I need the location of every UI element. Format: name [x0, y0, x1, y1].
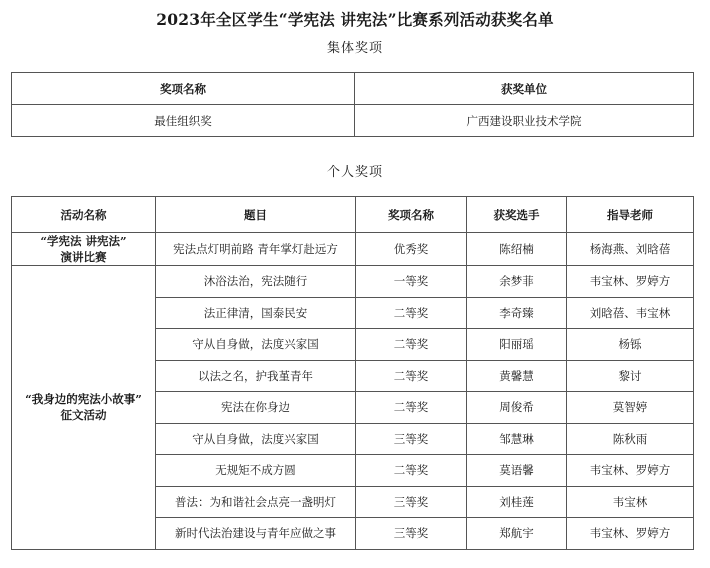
- table-row: [12, 266, 694, 298]
- topic-cell: 普法：为和谐社会点亮一盏明灯: [156, 486, 356, 518]
- individual-awards-heading: 个人奖项: [326, 165, 383, 180]
- award-cell: 一等奖: [356, 266, 467, 298]
- topic-cell: 新时代法治建设与青年应做之事: [156, 518, 356, 550]
- table-header-row: [12, 73, 694, 105]
- topic-cell: 守从自身做，法度兴家国: [156, 423, 356, 455]
- page-title: 2023年全区学生“学宪法 讲宪法”比赛系列活动获奖名单: [156, 10, 554, 29]
- table-row: [12, 105, 694, 137]
- award-cell: 二等奖: [356, 360, 467, 392]
- activity-name-cell: [12, 233, 156, 266]
- winner-cell: 周俊希: [467, 392, 567, 424]
- winner-cell: 阳丽瑶: [467, 329, 567, 361]
- winning-unit-cell: 广西建设职业技术学院: [355, 105, 694, 137]
- table-row: [12, 233, 694, 266]
- teacher-cell: 韦宝林、罗婷方: [567, 518, 694, 550]
- column-header: 获奖单位: [355, 73, 694, 105]
- group-awards-heading: 集体奖项: [326, 41, 383, 56]
- award-name-cell: 最佳组织奖: [12, 105, 355, 137]
- award-cell: 优秀奖: [356, 233, 467, 266]
- column-header: 指导老师: [567, 197, 694, 233]
- activity-name-line: “我身边的宪法小故事”: [25, 392, 142, 407]
- topic-cell: 无规矩不成方圆: [156, 455, 356, 487]
- winner-cell: 郑航宇: [467, 518, 567, 550]
- topic-cell: 法正律清，国泰民安: [156, 297, 356, 329]
- teacher-cell: 莫智婷: [567, 392, 694, 424]
- winner-cell: 黄馨慧: [467, 360, 567, 392]
- award-cell: 三等奖: [356, 423, 467, 455]
- winner-cell: 余梦菲: [467, 266, 567, 298]
- teacher-cell: 黎讨: [567, 360, 694, 392]
- teacher-cell: 杨铄: [567, 329, 694, 361]
- winner-cell: 邹慧琳: [467, 423, 567, 455]
- teacher-cell: 刘晗蓓、韦宝林: [567, 297, 694, 329]
- teacher-cell: 陈秋雨: [567, 423, 694, 455]
- topic-cell: 以法之名，护我堇青年: [156, 360, 356, 392]
- table-header-row: [12, 197, 694, 233]
- activity-name-line: “学宪法 讲宪法”: [40, 234, 127, 248]
- group-awards-table: [11, 72, 694, 137]
- column-header: 活动名称: [12, 197, 156, 233]
- teacher-cell: 杨海燕、刘晗蓓: [567, 233, 694, 266]
- individual-awards-table: [11, 196, 694, 550]
- award-cell: 二等奖: [356, 329, 467, 361]
- activity-name-line: 征文活动: [60, 408, 107, 423]
- column-header: 获奖选手: [467, 197, 567, 233]
- topic-cell: 宪法点灯明前路 青年掌灯赴远方: [156, 233, 356, 266]
- topic-cell: 守从自身做，法度兴家国: [156, 329, 356, 361]
- teacher-cell: 韦宝林: [567, 486, 694, 518]
- topic-cell: 沐浴法治，宪法随行: [156, 266, 356, 298]
- activity-name-line: 演讲比赛: [60, 250, 107, 264]
- column-header: 奖项名称: [12, 73, 355, 105]
- winner-cell: 刘桂莲: [467, 486, 567, 518]
- winner-cell: 陈绍楠: [467, 233, 567, 266]
- teacher-cell: 韦宝林、罗婷方: [567, 266, 694, 298]
- activity-name-cell: [12, 266, 156, 550]
- winner-cell: 莫语馨: [467, 455, 567, 487]
- award-cell: 二等奖: [356, 297, 467, 329]
- winner-cell: 李奇臻: [467, 297, 567, 329]
- column-header: 奖项名称: [356, 197, 467, 233]
- award-cell: 二等奖: [356, 392, 467, 424]
- award-cell: 三等奖: [356, 486, 467, 518]
- teacher-cell: 韦宝林、罗婷方: [567, 455, 694, 487]
- column-header: 题目: [156, 197, 356, 233]
- award-cell: 三等奖: [356, 518, 467, 550]
- award-cell: 二等奖: [356, 455, 467, 487]
- topic-cell: 宪法在你身边: [156, 392, 356, 424]
